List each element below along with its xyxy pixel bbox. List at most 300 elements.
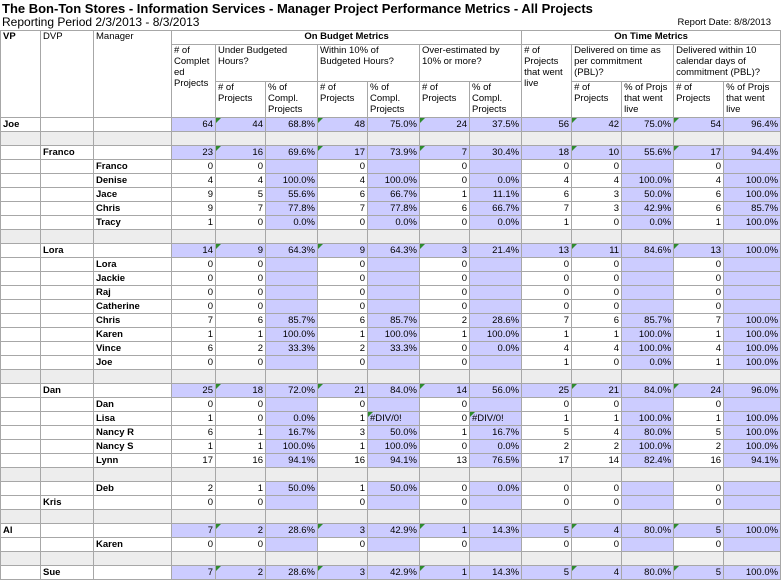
value-cell: 14.3% (470, 566, 522, 580)
vp-cell (1, 174, 41, 188)
value-cell: 0 (420, 216, 470, 230)
separator-cell (172, 468, 216, 482)
col-delivered-pbl: Delivered on time as per commitment (PBL)? (572, 45, 674, 82)
value-cell: 0 (318, 272, 368, 286)
value-cell: 0 (420, 440, 470, 454)
value-cell (470, 356, 522, 370)
dvp-cell (41, 426, 94, 440)
separator-cell (674, 552, 724, 566)
value-cell: 0 (318, 216, 368, 230)
value-cell (266, 496, 318, 510)
value-cell (368, 258, 420, 272)
value-cell: 0 (674, 258, 724, 272)
value-cell: 11.1% (470, 188, 522, 202)
value-cell: 73.9% (368, 146, 420, 160)
value-cell: 0 (674, 398, 724, 412)
value-cell: 100.0% (724, 566, 781, 580)
vp-cell (1, 300, 41, 314)
vp-cell (1, 314, 41, 328)
separator-cell (41, 370, 94, 384)
value-cell: 66.7% (470, 202, 522, 216)
value-cell: 42.9% (368, 566, 420, 580)
value-cell: 2 (216, 342, 266, 356)
value-cell: 0 (522, 538, 572, 552)
value-cell: 0 (572, 272, 622, 286)
dvp-cell (41, 328, 94, 342)
value-cell: 1 (674, 412, 724, 426)
separator-cell (266, 468, 318, 482)
vp-cell (1, 272, 41, 286)
separator-cell (724, 230, 781, 244)
manager-cell: Chris (94, 202, 172, 216)
value-cell: 6 (674, 202, 724, 216)
manager-cell: Dan (94, 398, 172, 412)
separator-cell (41, 468, 94, 482)
value-cell: 28.6% (266, 566, 318, 580)
value-cell: 0 (216, 160, 266, 174)
separator-cell (674, 132, 724, 146)
table-body (1, 118, 781, 580)
value-cell (368, 160, 420, 174)
value-cell: 94.1% (724, 454, 781, 468)
manager-cell: Jackie (94, 272, 172, 286)
separator-cell (41, 552, 94, 566)
vp-cell (1, 202, 41, 216)
value-cell: 100.0% (622, 342, 674, 356)
value-cell: 1 (318, 412, 368, 426)
value-cell: 17 (318, 146, 368, 160)
value-cell: 0 (522, 398, 572, 412)
table-row (1, 412, 781, 426)
table-row (1, 328, 781, 342)
dvp-cell (41, 160, 94, 174)
vp-cell (1, 398, 41, 412)
table-row (1, 174, 781, 188)
value-cell: 1 (318, 440, 368, 454)
value-cell: 85.7% (622, 314, 674, 328)
value-cell: 28.6% (470, 314, 522, 328)
value-cell: 0 (318, 286, 368, 300)
value-cell: 82.4% (622, 454, 674, 468)
dvp-cell (41, 174, 94, 188)
value-cell: 75.0% (368, 118, 420, 132)
value-cell: 1 (674, 356, 724, 370)
manager-cell (94, 566, 172, 580)
value-cell: 14 (172, 244, 216, 258)
separator-cell (1, 510, 41, 524)
value-cell: 4 (522, 342, 572, 356)
value-cell (266, 356, 318, 370)
table-row (1, 146, 781, 160)
value-cell: 6 (216, 314, 266, 328)
value-cell: 76.5% (470, 454, 522, 468)
separator-cell (266, 230, 318, 244)
value-cell: 7 (172, 566, 216, 580)
value-cell: 16 (216, 454, 266, 468)
manager-cell: Denise (94, 174, 172, 188)
value-cell: 0.0% (470, 342, 522, 356)
value-cell: 33.3% (368, 342, 420, 356)
value-cell: 0 (572, 286, 622, 300)
vp-cell (1, 188, 41, 202)
value-cell: 37.5% (470, 118, 522, 132)
value-cell: #DIV/0! (470, 412, 522, 426)
value-cell: 54 (674, 118, 724, 132)
separator-cell (172, 230, 216, 244)
value-cell: 6 (674, 188, 724, 202)
value-cell: 0 (216, 538, 266, 552)
metrics-table (0, 30, 781, 580)
value-cell: 3 (318, 524, 368, 538)
separator-cell (622, 552, 674, 566)
separator-cell (41, 132, 94, 146)
separator-cell (94, 552, 172, 566)
value-cell: 13 (420, 454, 470, 468)
value-cell: 4 (674, 342, 724, 356)
dvp-cell (41, 286, 94, 300)
separator-cell (420, 132, 470, 146)
value-cell: 25 (172, 384, 216, 398)
separator-cell (318, 230, 368, 244)
value-cell: 0 (572, 216, 622, 230)
manager-cell (94, 524, 172, 538)
value-cell: 64.3% (368, 244, 420, 258)
value-cell: 6 (172, 342, 216, 356)
value-cell: 0 (420, 482, 470, 496)
dvp-cell (41, 216, 94, 230)
separator-cell (622, 510, 674, 524)
manager-cell: Catherine (94, 300, 172, 314)
value-cell: 5 (522, 566, 572, 580)
value-cell: 94.1% (368, 454, 420, 468)
value-cell: 7 (522, 314, 572, 328)
value-cell: 72.0% (266, 384, 318, 398)
value-cell: 0 (172, 272, 216, 286)
value-cell: 7 (522, 202, 572, 216)
value-cell: 0.0% (470, 482, 522, 496)
value-cell: 50.0% (368, 482, 420, 496)
value-cell: 69.6% (266, 146, 318, 160)
value-cell: 0 (318, 356, 368, 370)
value-cell: 2 (216, 524, 266, 538)
separator-cell (94, 510, 172, 524)
manager-cell: Karen (94, 538, 172, 552)
value-cell (724, 272, 781, 286)
manager-cell: Jace (94, 188, 172, 202)
value-cell: 96.0% (724, 384, 781, 398)
value-cell: 0 (572, 538, 622, 552)
vp-cell (1, 496, 41, 510)
separator-cell (622, 468, 674, 482)
separator-cell (216, 230, 266, 244)
value-cell: 1 (420, 188, 470, 202)
vp-cell (1, 286, 41, 300)
separator-cell (1, 132, 41, 146)
value-cell: 100.0% (622, 440, 674, 454)
value-cell: 100.0% (724, 188, 781, 202)
col-dvp: DVP (41, 31, 94, 118)
table-row (1, 202, 781, 216)
value-cell: 14 (420, 384, 470, 398)
table-row (1, 356, 781, 370)
value-cell: 0 (572, 398, 622, 412)
value-cell: 0 (318, 300, 368, 314)
dvp-cell: Franco (41, 146, 94, 160)
value-cell: 0 (420, 342, 470, 356)
value-cell: 25 (522, 384, 572, 398)
value-cell: 42.9% (368, 524, 420, 538)
value-cell: 24 (420, 118, 470, 132)
vp-cell (1, 482, 41, 496)
value-cell: 14.3% (470, 524, 522, 538)
separator-cell (266, 132, 318, 146)
value-cell: 0 (674, 496, 724, 510)
value-cell: 100.0% (724, 412, 781, 426)
col-pct-compl: % of Compl. Projects (266, 82, 318, 118)
separator-cell (216, 132, 266, 146)
manager-cell: Lynn (94, 454, 172, 468)
value-cell: 4 (572, 342, 622, 356)
separator-cell (572, 552, 622, 566)
value-cell: 13 (522, 244, 572, 258)
vp-cell (1, 258, 41, 272)
value-cell: 0 (172, 286, 216, 300)
separator-cell (572, 370, 622, 384)
manager-cell: Nancy R (94, 426, 172, 440)
value-cell: 100.0% (724, 342, 781, 356)
col-num-projects: # of Projects (674, 82, 724, 118)
manager-cell: Deb (94, 482, 172, 496)
col-pct-compl: % of Compl. Projects (368, 82, 420, 118)
value-cell: 100.0% (266, 440, 318, 454)
separator-cell (420, 552, 470, 566)
value-cell: 2 (522, 440, 572, 454)
value-cell (368, 300, 420, 314)
value-cell (266, 398, 318, 412)
value-cell: 100.0% (622, 174, 674, 188)
manager-cell (94, 244, 172, 258)
vp-cell (1, 244, 41, 258)
manager-cell: Lora (94, 258, 172, 272)
dvp-cell (41, 300, 94, 314)
separator-row (1, 370, 781, 384)
value-cell: 0 (318, 496, 368, 510)
col-num-projects: # of Projects (420, 82, 470, 118)
table-row (1, 244, 781, 258)
value-cell: 94.1% (266, 454, 318, 468)
value-cell: 84.6% (622, 244, 674, 258)
separator-cell (216, 370, 266, 384)
value-cell: 56 (522, 118, 572, 132)
value-cell: 44 (216, 118, 266, 132)
vp-cell (1, 566, 41, 580)
separator-cell (470, 370, 522, 384)
separator-cell (94, 230, 172, 244)
dvp-cell (41, 188, 94, 202)
value-cell: 17 (674, 146, 724, 160)
value-cell: 1 (522, 328, 572, 342)
vp-cell (1, 328, 41, 342)
separator-cell (724, 468, 781, 482)
separator-cell (724, 132, 781, 146)
separator-cell (266, 552, 318, 566)
value-cell: 0 (216, 258, 266, 272)
col-pct-compl: % of Compl. Projects (470, 82, 522, 118)
col-num-projects: # of Projects (216, 82, 266, 118)
value-cell: 1 (572, 328, 622, 342)
separator-cell (674, 370, 724, 384)
value-cell: 0 (420, 412, 470, 426)
value-cell: 48 (318, 118, 368, 132)
table-row (1, 426, 781, 440)
separator-cell (368, 132, 420, 146)
manager-cell: Joe (94, 356, 172, 370)
table-row (1, 342, 781, 356)
value-cell: 0 (172, 538, 216, 552)
value-cell: 100.0% (622, 412, 674, 426)
manager-cell: Franco (94, 160, 172, 174)
value-cell: 3 (318, 566, 368, 580)
table-row (1, 300, 781, 314)
value-cell: 100.0% (724, 328, 781, 342)
value-cell: 0 (318, 258, 368, 272)
value-cell: 0 (216, 412, 266, 426)
separator-cell (368, 510, 420, 524)
separator-cell (216, 510, 266, 524)
value-cell: 68.8% (266, 118, 318, 132)
value-cell: 0 (172, 258, 216, 272)
value-cell: 0 (172, 356, 216, 370)
separator-cell (622, 370, 674, 384)
separator-cell (172, 552, 216, 566)
value-cell (724, 160, 781, 174)
value-cell: 0 (674, 538, 724, 552)
value-cell: 77.8% (266, 202, 318, 216)
value-cell (470, 258, 522, 272)
dvp-cell (41, 272, 94, 286)
value-cell: 0 (572, 482, 622, 496)
value-cell: 55.6% (622, 146, 674, 160)
dvp-cell (41, 454, 94, 468)
value-cell: 5 (674, 426, 724, 440)
manager-cell: Tracy (94, 216, 172, 230)
vp-cell (1, 426, 41, 440)
value-cell: 0 (522, 272, 572, 286)
separator-cell (94, 370, 172, 384)
separator-cell (368, 468, 420, 482)
vp-cell (1, 342, 41, 356)
manager-cell (94, 146, 172, 160)
separator-cell (266, 510, 318, 524)
separator-cell (318, 510, 368, 524)
value-cell: 1 (420, 524, 470, 538)
manager-cell: Vince (94, 342, 172, 356)
value-cell: 9 (318, 244, 368, 258)
table-row (1, 118, 781, 132)
value-cell: 0 (216, 496, 266, 510)
separator-cell (522, 132, 572, 146)
col-went-live: # of Projects that went live (522, 45, 572, 118)
value-cell: 3 (420, 244, 470, 258)
report-date: Report Date: 8/8/2013 (677, 17, 771, 28)
col-num-projects: # of Projects (572, 82, 622, 118)
value-cell: 1 (522, 356, 572, 370)
dvp-cell (41, 524, 94, 538)
manager-cell: Karen (94, 328, 172, 342)
separator-cell (94, 468, 172, 482)
manager-cell: Nancy S (94, 440, 172, 454)
table-row (1, 566, 781, 580)
value-cell: 2 (172, 482, 216, 496)
value-cell: 100.0% (724, 244, 781, 258)
value-cell: 55.6% (266, 188, 318, 202)
value-cell: 0.0% (470, 174, 522, 188)
value-cell: 64.3% (266, 244, 318, 258)
value-cell: 1 (216, 440, 266, 454)
value-cell: 56.0% (470, 384, 522, 398)
vp-cell (1, 146, 41, 160)
value-cell: 14 (572, 454, 622, 468)
value-cell: 0 (522, 286, 572, 300)
separator-cell (470, 230, 522, 244)
vp-cell: Joe (1, 118, 41, 132)
separator-cell (470, 132, 522, 146)
separator-cell (1, 468, 41, 482)
report-title: The Bon-Ton Stores - Information Services - Manager Project Performance Metrics - All Projects (2, 1, 593, 16)
value-cell: 0.0% (622, 216, 674, 230)
value-cell: 17 (522, 454, 572, 468)
value-cell: 0 (522, 258, 572, 272)
value-cell: 0 (420, 160, 470, 174)
reporting-period: Reporting Period 2/3/2013 - 8/3/2013 (2, 15, 200, 29)
value-cell: 18 (522, 146, 572, 160)
value-cell: 1 (172, 216, 216, 230)
value-cell: 5 (674, 566, 724, 580)
value-cell: 30.4% (470, 146, 522, 160)
value-cell: 0 (172, 398, 216, 412)
value-cell (470, 496, 522, 510)
separator-cell (172, 510, 216, 524)
on-budget-header: On Budget Metrics (172, 31, 522, 45)
value-cell: 1 (674, 216, 724, 230)
value-cell: 0 (420, 496, 470, 510)
separator-cell (368, 370, 420, 384)
vp-cell: Al (1, 524, 41, 538)
value-cell: 100.0% (622, 328, 674, 342)
value-cell: 4 (674, 174, 724, 188)
separator-cell (674, 230, 724, 244)
value-cell: 100.0% (724, 356, 781, 370)
value-cell: 42 (572, 118, 622, 132)
value-cell (622, 496, 674, 510)
value-cell: 16.7% (266, 426, 318, 440)
value-cell: 1 (216, 328, 266, 342)
value-cell: 85.7% (724, 202, 781, 216)
value-cell (622, 398, 674, 412)
value-cell: 9 (216, 244, 266, 258)
value-cell: 4 (522, 174, 572, 188)
table-row (1, 314, 781, 328)
value-cell: 0.0% (470, 216, 522, 230)
col-completed: # of Complet ed Projects (172, 45, 216, 118)
vp-cell (1, 216, 41, 230)
separator-row (1, 132, 781, 146)
value-cell (470, 286, 522, 300)
value-cell: 0 (172, 496, 216, 510)
table-row (1, 454, 781, 468)
table-row (1, 286, 781, 300)
value-cell: 0.0% (266, 216, 318, 230)
